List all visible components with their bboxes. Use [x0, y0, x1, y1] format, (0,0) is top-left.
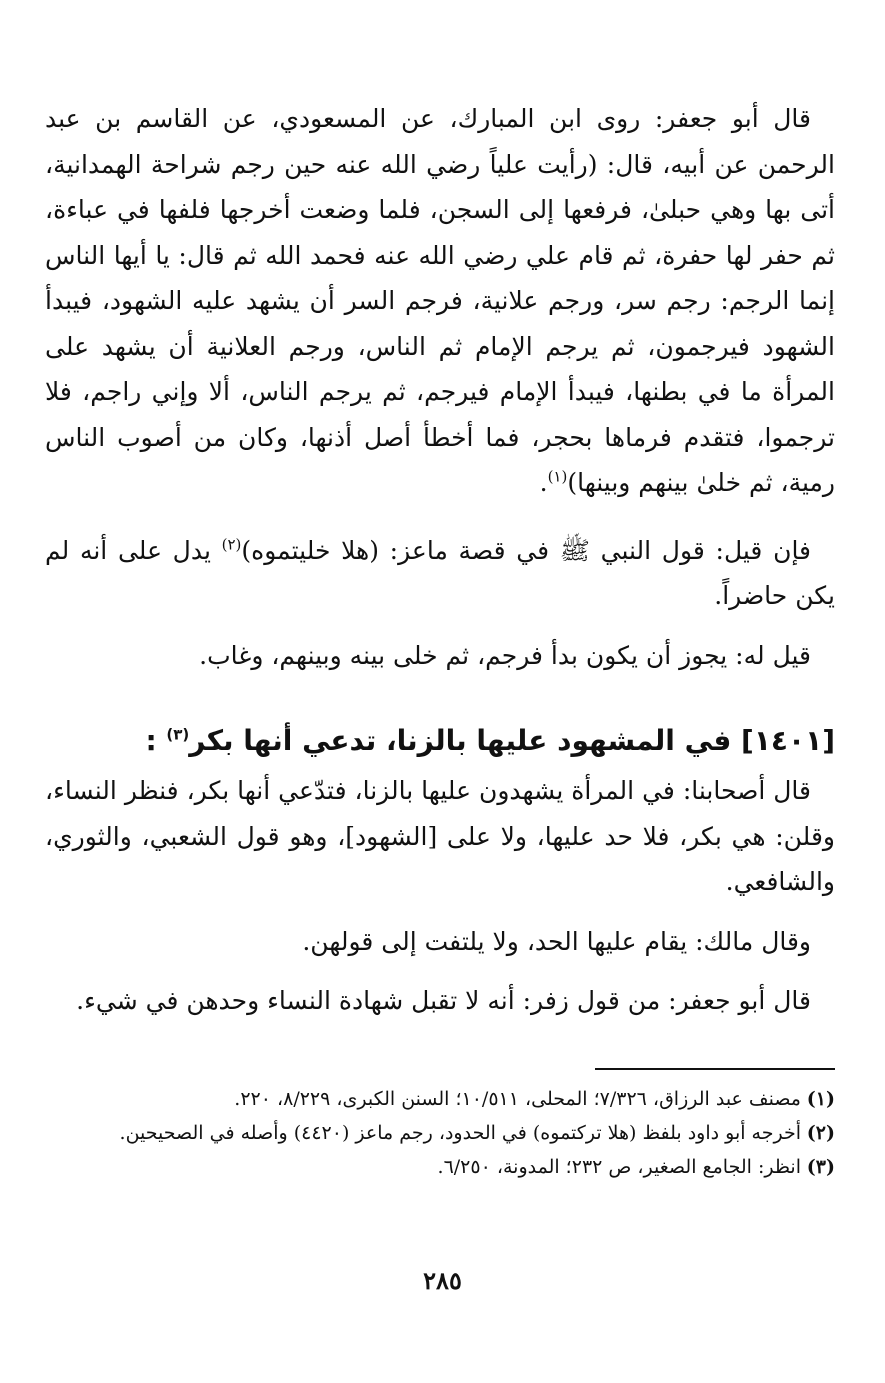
footnote-2 [45, 1116, 835, 1150]
footnote-text: انظر: الجامع الصغير، ص ٢٣٢؛ المدونة، ٦/٢٥٠. [437, 1156, 801, 1178]
footnote-3 [45, 1150, 835, 1184]
footnote-1 [45, 1082, 835, 1116]
footnotes [45, 1068, 835, 1184]
footnote-text: مصنف عبد الرزاق، ٧/٣٢٦؛ المحلى، ١٠/٥١١؛ السنن الكبرى، ٨/٢٢٩، ٢٢٠. [234, 1088, 801, 1110]
paragraph-malik: وقال مالك: يقام عليها الحد، ولا يلتفت إلى قولهن. [302, 926, 811, 956]
paragraph-zufar: قال أبو جعفر: من قول زفر: أنه لا تقبل شهادة النساء وحدهن في شيء. [76, 986, 811, 1015]
section-heading-colon: : [145, 724, 157, 757]
footnote-mark: (٢) [806, 1122, 835, 1144]
section-heading [45, 718, 835, 764]
footnote-mark: (٣) [806, 1156, 835, 1178]
paragraph-companions: قال أصحابنا: في المرأة يشهدون عليها بالزنا، فتدّعي أنها بكر، فنظر النساء، وقلن: هي بكر، فلا حد عليها، ولا على [الشهود]، وهو قول الشعبي، والثوري، والشافعي. [45, 776, 835, 896]
paragraph-reply: قيل له: يجوز أن يكون بدأ فرجم، ثم خلى بينه وبينهم، وغاب. [199, 640, 811, 670]
paragraph-text-after: يدل على أنه لم يكن حاضراً. [45, 535, 835, 610]
footnote-mark: (١) [806, 1088, 835, 1110]
footnote-ref-2[interactable]: (٢) [221, 535, 242, 554]
paragraph-text-before: فإن قيل: قول النبي ﷺ في قصة ماعز: (هلا خليتموه) [241, 535, 812, 565]
page-number: ٢٨٥ [423, 1266, 462, 1295]
section-title: في المشهود عليها بالزنا، تدعي أنها بكر [189, 724, 732, 757]
paragraph-end: . [539, 468, 548, 497]
footnote-divider [595, 1068, 835, 1070]
footnote-ref-3[interactable]: (٣) [166, 725, 190, 744]
section-number: [١٤٠١] [741, 724, 835, 757]
paragraph-objection [45, 528, 835, 619]
footnote-text: أخرجه أبو داود بلفظ (هلا تركتموه) في الحدود، رجم ماعز (٤٤٢٠) وأصله في الصحيحين. [119, 1122, 801, 1144]
paragraph-text: قال أبو جعفر: روى ابن المبارك، عن المسعودي، عن القاسم بن عبد الرحمن عن أبيه، قال: (رأيت علياً رضي الله عنه حين رجم شراحة الهمدانية، أتى بها وهي حبلىٰ، فرفعها إلى السجن، فلما وضعت أخرجها فلفها في عباءة، ثم حفر لها حفرة، ثم قام علي رضي الله عنه فحمد الله ثم قال: يا أيها الناس إنما الرجم: رجم سر، ورجم علانية، فرجم السر أن يشهد عليه الشهود، فيبدأ الشهود فيرجمون، ثم يرجم الإمام ثم الناس، ورجم العلانية أن يشهد على المرأة ما في بطنها، فيبدأ الإمام فيرجم، ثم يرجم الناس، ألا وإني راجم، فلا ترجموا، فتقدم فرماها بحجر، فما أخطأ أصل أذنها، وكان من أصوب الناس رمية، ثم خلىٰ بينهم وبينها) [45, 104, 835, 497]
footnote-ref-1[interactable]: (١) [547, 467, 568, 486]
paragraph-abu-jafar-narration [45, 96, 835, 506]
page-body [45, 96, 835, 1024]
